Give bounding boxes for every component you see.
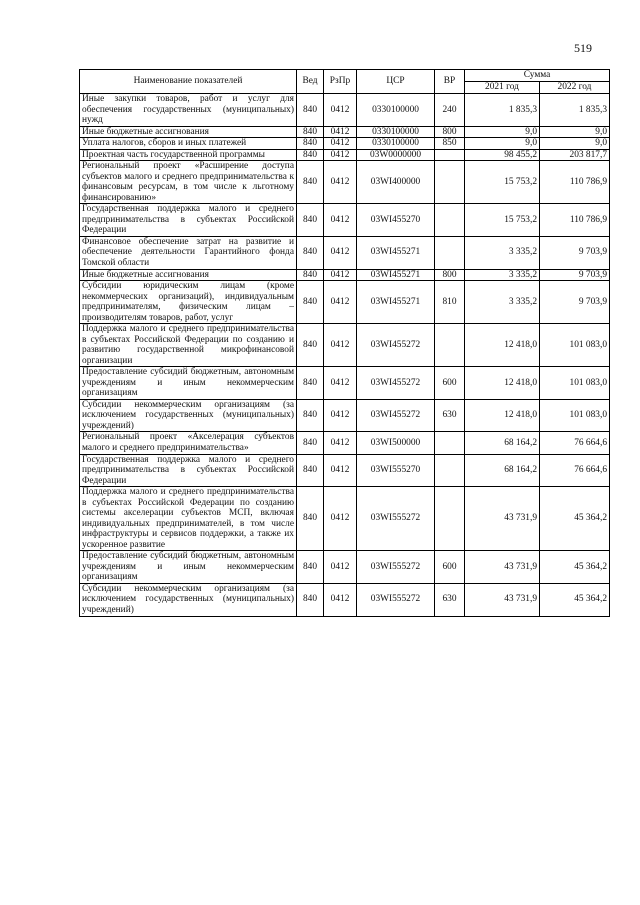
cell-sum-2021: 12 418,0 bbox=[465, 324, 540, 367]
cell-vr: 600 bbox=[435, 551, 465, 584]
cell-rzpr: 0412 bbox=[324, 94, 357, 127]
cell-sum-2021: 68 164,2 bbox=[465, 454, 540, 487]
cell-name: Субсидии юридическим лицам (кроме некоммерческих организаций), индивидуальным предпринимателям, физическим лицам – производителям товаров, работ, услуг bbox=[80, 281, 297, 324]
cell-vr: 810 bbox=[435, 281, 465, 324]
cell-sum-2022: 101 083,0 bbox=[540, 324, 610, 367]
header-vr: ВР bbox=[435, 70, 465, 94]
cell-name: Проектная часть государственной программы bbox=[80, 149, 297, 161]
cell-sum-2022: 45 364,2 bbox=[540, 551, 610, 584]
cell-sum-2022: 203 817,7 bbox=[540, 149, 610, 161]
cell-rzpr: 0412 bbox=[324, 126, 357, 138]
header-row bbox=[80, 70, 610, 82]
cell-name: Финансовое обеспечение затрат на развитие и обеспечение деятельности Гарантийного фонда Томской области bbox=[80, 236, 297, 269]
cell-csr: 03WI455270 bbox=[357, 204, 435, 237]
cell-name: Государственная поддержка малого и среднего предпринимательства в субъектах Российской Федерации bbox=[80, 204, 297, 237]
cell-name: Поддержка малого и среднего предпринимательства в субъектах Российской Федерации по созданию системы акселерации субъектов МСП, включая индивидуальных предпринимателей, в том числе инфраструктуры и сервисов поддержки, а также их ускоренное развитие bbox=[80, 487, 297, 551]
table-row bbox=[80, 324, 610, 367]
table-row bbox=[80, 367, 610, 400]
table-row bbox=[80, 432, 610, 454]
cell-name: Субсидии некоммерческим организациям (за исключением государственных (муниципальных) учреждений) bbox=[80, 583, 297, 616]
cell-ved: 840 bbox=[297, 324, 324, 367]
cell-ved: 840 bbox=[297, 204, 324, 237]
header-rzpr: РзПр bbox=[324, 70, 357, 94]
cell-rzpr: 0412 bbox=[324, 138, 357, 150]
cell-vr bbox=[435, 204, 465, 237]
cell-rzpr: 0412 bbox=[324, 281, 357, 324]
cell-ved: 840 bbox=[297, 161, 324, 204]
cell-rzpr: 0412 bbox=[324, 454, 357, 487]
cell-csr: 0330100000 bbox=[357, 94, 435, 127]
cell-vr: 240 bbox=[435, 94, 465, 127]
cell-sum-2022: 101 083,0 bbox=[540, 399, 610, 432]
cell-rzpr: 0412 bbox=[324, 161, 357, 204]
cell-csr: 03WI500000 bbox=[357, 432, 435, 454]
cell-rzpr: 0412 bbox=[324, 204, 357, 237]
cell-vr: 800 bbox=[435, 269, 465, 281]
cell-sum-2022: 110 786,9 bbox=[540, 204, 610, 237]
cell-vr: 630 bbox=[435, 399, 465, 432]
cell-sum-2021: 98 455,2 bbox=[465, 149, 540, 161]
cell-sum-2022: 9 703,9 bbox=[540, 281, 610, 324]
table-row bbox=[80, 487, 610, 551]
table-row bbox=[80, 454, 610, 487]
table-row bbox=[80, 583, 610, 616]
cell-csr: 03WI455271 bbox=[357, 281, 435, 324]
cell-name: Государственная поддержка малого и среднего предпринимательства в субъектах Российской Федерации bbox=[80, 454, 297, 487]
cell-csr: 0330100000 bbox=[357, 138, 435, 150]
cell-ved: 840 bbox=[297, 432, 324, 454]
cell-rzpr: 0412 bbox=[324, 269, 357, 281]
header-csr: ЦСР bbox=[357, 70, 435, 94]
cell-vr bbox=[435, 487, 465, 551]
header-name: Наименование показателей bbox=[80, 70, 297, 94]
cell-sum-2021: 15 753,2 bbox=[465, 204, 540, 237]
cell-name: Региональный проект «Акселерация субъектов малого и среднего предпринимательства» bbox=[80, 432, 297, 454]
cell-vr bbox=[435, 324, 465, 367]
cell-name: Поддержка малого и среднего предпринимательства в субъектах Российской Федерации по созданию и развитию государственной микрофинансовой организации bbox=[80, 324, 297, 367]
cell-csr: 03WI455271 bbox=[357, 269, 435, 281]
cell-sum-2022: 101 083,0 bbox=[540, 367, 610, 400]
cell-csr: 0330100000 bbox=[357, 126, 435, 138]
cell-ved: 840 bbox=[297, 126, 324, 138]
cell-csr: 03WI455272 bbox=[357, 367, 435, 400]
cell-vr: 800 bbox=[435, 126, 465, 138]
table-row bbox=[80, 126, 610, 138]
cell-rzpr: 0412 bbox=[324, 487, 357, 551]
cell-csr: 03WI555272 bbox=[357, 487, 435, 551]
cell-sum-2022: 76 664,6 bbox=[540, 432, 610, 454]
cell-ved: 840 bbox=[297, 454, 324, 487]
cell-ved: 840 bbox=[297, 367, 324, 400]
cell-sum-2021: 68 164,2 bbox=[465, 432, 540, 454]
table-row bbox=[80, 269, 610, 281]
table-row bbox=[80, 204, 610, 237]
cell-ved: 840 bbox=[297, 138, 324, 150]
cell-sum-2021: 15 753,2 bbox=[465, 161, 540, 204]
cell-rzpr: 0412 bbox=[324, 324, 357, 367]
cell-ved: 840 bbox=[297, 269, 324, 281]
cell-sum-2021: 1 835,3 bbox=[465, 94, 540, 127]
cell-name: Субсидии некоммерческим организациям (за исключением государственных (муниципальных) учреждений) bbox=[80, 399, 297, 432]
table-row bbox=[80, 281, 610, 324]
cell-name: Региональный проект «Расширение доступа субъектов малого и среднего предпринимательства к финансовым ресурсам, в том числе к льготному финансированию» bbox=[80, 161, 297, 204]
cell-csr: 03W0000000 bbox=[357, 149, 435, 161]
cell-vr bbox=[435, 236, 465, 269]
cell-ved: 840 bbox=[297, 399, 324, 432]
cell-sum-2022: 110 786,9 bbox=[540, 161, 610, 204]
cell-vr bbox=[435, 161, 465, 204]
cell-sum-2021: 3 335,2 bbox=[465, 281, 540, 324]
page-number: 519 bbox=[574, 41, 592, 55]
cell-ved: 840 bbox=[297, 281, 324, 324]
cell-rzpr: 0412 bbox=[324, 149, 357, 161]
cell-sum-2022: 9,0 bbox=[540, 126, 610, 138]
cell-sum-2022: 1 835,3 bbox=[540, 94, 610, 127]
cell-name: Уплата налогов, сборов и иных платежей bbox=[80, 138, 297, 150]
table-row bbox=[80, 161, 610, 204]
cell-ved: 840 bbox=[297, 487, 324, 551]
cell-sum-2022: 76 664,6 bbox=[540, 454, 610, 487]
cell-rzpr: 0412 bbox=[324, 399, 357, 432]
cell-vr: 630 bbox=[435, 583, 465, 616]
cell-csr: 03WI555270 bbox=[357, 454, 435, 487]
cell-csr: 03WI455271 bbox=[357, 236, 435, 269]
table-row bbox=[80, 138, 610, 150]
cell-csr: 03WI455272 bbox=[357, 324, 435, 367]
header-sum: Сумма bbox=[465, 70, 610, 82]
cell-sum-2021: 12 418,0 bbox=[465, 367, 540, 400]
cell-name: Иные бюджетные ассигнования bbox=[80, 269, 297, 281]
cell-ved: 840 bbox=[297, 94, 324, 127]
table-row bbox=[80, 236, 610, 269]
cell-sum-2021: 3 335,2 bbox=[465, 236, 540, 269]
cell-csr: 03WI455272 bbox=[357, 399, 435, 432]
cell-rzpr: 0412 bbox=[324, 583, 357, 616]
cell-vr bbox=[435, 149, 465, 161]
cell-sum-2022: 9,0 bbox=[540, 138, 610, 150]
cell-rzpr: 0412 bbox=[324, 432, 357, 454]
cell-sum-2021: 43 731,9 bbox=[465, 551, 540, 584]
cell-sum-2021: 9,0 bbox=[465, 126, 540, 138]
cell-csr: 03WI555272 bbox=[357, 583, 435, 616]
cell-name: Иные закупки товаров, работ и услуг для обеспечения государственных (муниципальных) нужд bbox=[80, 94, 297, 127]
header-year-2022: 2022 год bbox=[540, 82, 610, 94]
cell-ved: 840 bbox=[297, 583, 324, 616]
cell-sum-2022: 9 703,9 bbox=[540, 269, 610, 281]
table-row bbox=[80, 149, 610, 161]
cell-csr: 03WI400000 bbox=[357, 161, 435, 204]
cell-ved: 840 bbox=[297, 236, 324, 269]
cell-ved: 840 bbox=[297, 149, 324, 161]
cell-sum-2022: 45 364,2 bbox=[540, 583, 610, 616]
header-year-2021: 2021 год bbox=[465, 82, 540, 94]
cell-ved: 840 bbox=[297, 551, 324, 584]
table-row bbox=[80, 399, 610, 432]
table-row bbox=[80, 551, 610, 584]
cell-vr bbox=[435, 432, 465, 454]
cell-sum-2022: 45 364,2 bbox=[540, 487, 610, 551]
cell-vr: 850 bbox=[435, 138, 465, 150]
cell-name: Предоставление субсидий бюджетным, автономным учреждениям и иным некоммерческим организациям bbox=[80, 551, 297, 584]
cell-sum-2021: 43 731,9 bbox=[465, 583, 540, 616]
cell-rzpr: 0412 bbox=[324, 236, 357, 269]
cell-sum-2021: 12 418,0 bbox=[465, 399, 540, 432]
cell-sum-2021: 9,0 bbox=[465, 138, 540, 150]
cell-name: Иные бюджетные ассигнования bbox=[80, 126, 297, 138]
cell-sum-2022: 9 703,9 bbox=[540, 236, 610, 269]
cell-vr: 600 bbox=[435, 367, 465, 400]
header-ved: Вед bbox=[297, 70, 324, 94]
table-body bbox=[80, 94, 610, 617]
cell-name: Предоставление субсидий бюджетным, автономным учреждениям и иным некоммерческим организациям bbox=[80, 367, 297, 400]
cell-rzpr: 0412 bbox=[324, 551, 357, 584]
cell-rzpr: 0412 bbox=[324, 367, 357, 400]
cell-sum-2021: 43 731,9 bbox=[465, 487, 540, 551]
table-row bbox=[80, 94, 610, 127]
budget-table bbox=[79, 69, 610, 617]
cell-sum-2021: 3 335,2 bbox=[465, 269, 540, 281]
cell-csr: 03WI555272 bbox=[357, 551, 435, 584]
cell-vr bbox=[435, 454, 465, 487]
